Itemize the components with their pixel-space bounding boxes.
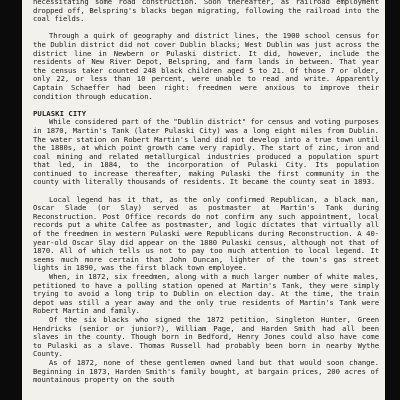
scan-border-left — [0, 0, 22, 400]
paragraph-local-legend: Local legend has it that, as the only confirmed Republican, a black man, Oscar Slade (or Slay) served as postmaster at Martin's Tank during Reconstruction. Post Office records do not confirm any such appointment, local records put a white Calfee as postmaster, and logic dictates that virtually all of the freedmen in western Pulaski were Republicans during Reconstruction. A 40-year-old Oscar Slay did appear on the 1880 Pulaski census, although not that of 1870. All of which tells us not to pay too much attention to local legend. It seems much more certain that John Duncan, lighter of the town's gas street lights in 1890, was the first black town employee. — [33, 194, 379, 273]
paragraph-polling-petition: When, in 1872, six freedmen, along with a much larger number of white males, petitioned to have a polling station opened at Martin's Tank, they were simply trying to avoid a long trip to Dublin on election day. At the time, the train depot was still a year away and the only true residents of Martin's Tank were Robert Martin and family. — [33, 272, 379, 316]
paragraph-petition-signers: Of the six blacks who signed the 1872 petition, Singleton Hunter, Green Hendricks (senior or junior?), William Page, and Harden Smith had all been slaves in the county. Though born in Bedford, Henry Jones could also have come to Pulaski as a slave. Thomas Russell had probably been born in nearby Wythe County. — [33, 314, 379, 359]
paragraph-railroad-migration: necessitating some road construction. Soon thereafter, as railroad employment dropped off, Belspring's blacks began migrating, following the railroad into the coal fields. — [33, 0, 379, 24]
document-page — [22, 0, 385, 400]
section-heading-pulaski-city: PULASKI CITY — [33, 108, 87, 118]
paragraph-land-ownership: As of 1872, none of these gentlemen owned land but that would soon change. Beginning in 1873, Harden Smith's family bought, at bargain prices, 200 acres of mountainous property on the south — [33, 357, 379, 385]
paragraph-school-census: Through a quirk of geography and district lines, the 1900 school census for the Dublin district did not cover Dublin blacks; West Dublin was just across the district line in Newbern or Pulaski district. It did, however, include the residents of New River Depot, Belspring, and farm lands in between. That year the census taker counted 248 black children aged 5 to 21. Of those 7 or older, only 22, or less than 10 percent, were unable to read and write. Apparently Captain Schaeffer had been right: freedmen were anxious to improve their condition through education. — [33, 31, 379, 101]
document-body — [33, 0, 379, 385]
paragraph-pulaski-growth: While considered part of the "Dublin district" for census and voting purposes in 1870, Martin's Tank (later Pulaski City) was a long eight miles from Dublin. The water station on Robert Martin's land did not develop into a true town until the 1880s, at which point growth came very rapidly. The start of zinc, iron and coal mining and related metallurgical industries produced a population spurt that led, in 1884, to the incorporation of Pulaski City. Its population continued to increase thereafter, making Pulaski the first community in the county with literally thousands of residents. It became the county seat in 1893. — [33, 117, 379, 187]
scan-border-right — [385, 0, 400, 400]
